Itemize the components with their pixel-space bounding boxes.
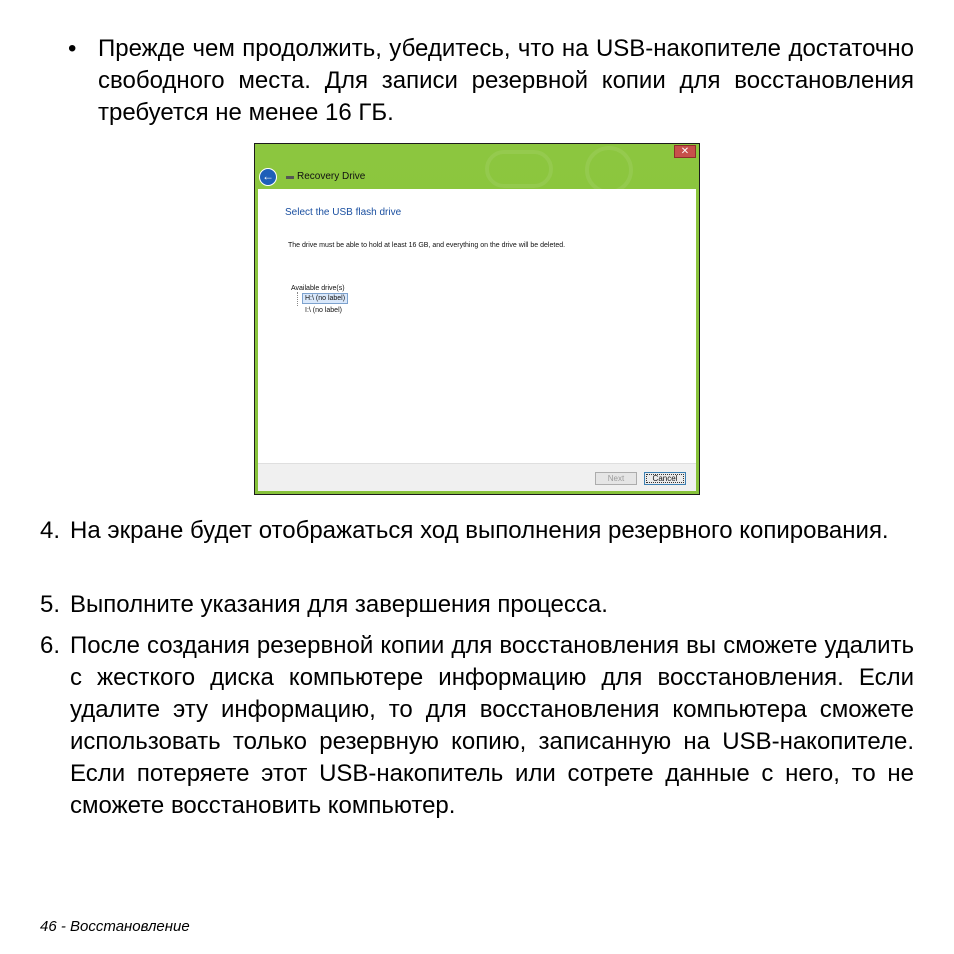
bullet-marker: • (68, 35, 77, 62)
recovery-drive-screenshot (254, 143, 700, 495)
text-line: восстановления компьютера сможете использовать только (70, 696, 915, 755)
text-line: этот USB-накопитель или сотрете данные с него, то не сможете (70, 760, 914, 819)
window-title: Recovery Drive (297, 171, 366, 182)
step-4-text (70, 515, 914, 547)
drive-icon (286, 176, 294, 179)
text-line: Выполните указания для завершения процесса. (70, 591, 608, 618)
close-icon[interactable]: ✕ (674, 145, 696, 158)
drive-option-i[interactable]: I:\ (no label) (305, 307, 342, 314)
bullet-paragraph (98, 33, 914, 129)
text-line: восстановления требуется не менее 16 ГБ. (98, 67, 914, 126)
drive-option-h[interactable]: H:\ (no label) (302, 293, 348, 304)
text-line: резервную копию, записанную на USB-накопителе. Если потеряете (70, 728, 914, 787)
wizard-heading: Select the USB flash drive (285, 207, 402, 218)
available-drives-label: Available drive(s) (291, 285, 345, 292)
next-button[interactable]: Next (595, 472, 637, 485)
wizard-content (258, 189, 696, 463)
step-number: 4. (40, 517, 61, 544)
wizard-description: The drive must be able to hold at least 16 GB, and everything on the drive will be deleted. (288, 242, 566, 249)
step-5-text (70, 589, 914, 621)
text-line: На экране будет отображаться ход выполнения резервного (70, 517, 733, 544)
text-line: Прежде чем продолжить, убедитесь, что на USB-накопителе (98, 35, 782, 62)
step-6-text (70, 630, 914, 822)
step-number: 5. (40, 591, 61, 618)
text-line: достаточно свободного места. Для записи резервной копии для (98, 35, 914, 94)
text-line: удалить с жесткого диска компьютере информацию для (70, 632, 914, 691)
page-footer: 46 - Восстановление (40, 918, 190, 935)
background-decoration (485, 150, 553, 188)
text-line: После создания резервной копии для восстановления вы сможете (70, 632, 818, 659)
tree-connector (297, 292, 298, 306)
wizard-footer (258, 463, 696, 491)
text-line: восстановления. Если удалите эту информацию, то для (70, 664, 915, 723)
cancel-button[interactable]: Cancel (644, 472, 686, 485)
step-number: 6. (40, 632, 61, 659)
back-arrow-icon[interactable]: ← (259, 168, 277, 186)
text-line: восстановить компьютер. (170, 792, 456, 819)
background-decoration (585, 146, 633, 194)
text-line: копирования. (739, 517, 889, 544)
